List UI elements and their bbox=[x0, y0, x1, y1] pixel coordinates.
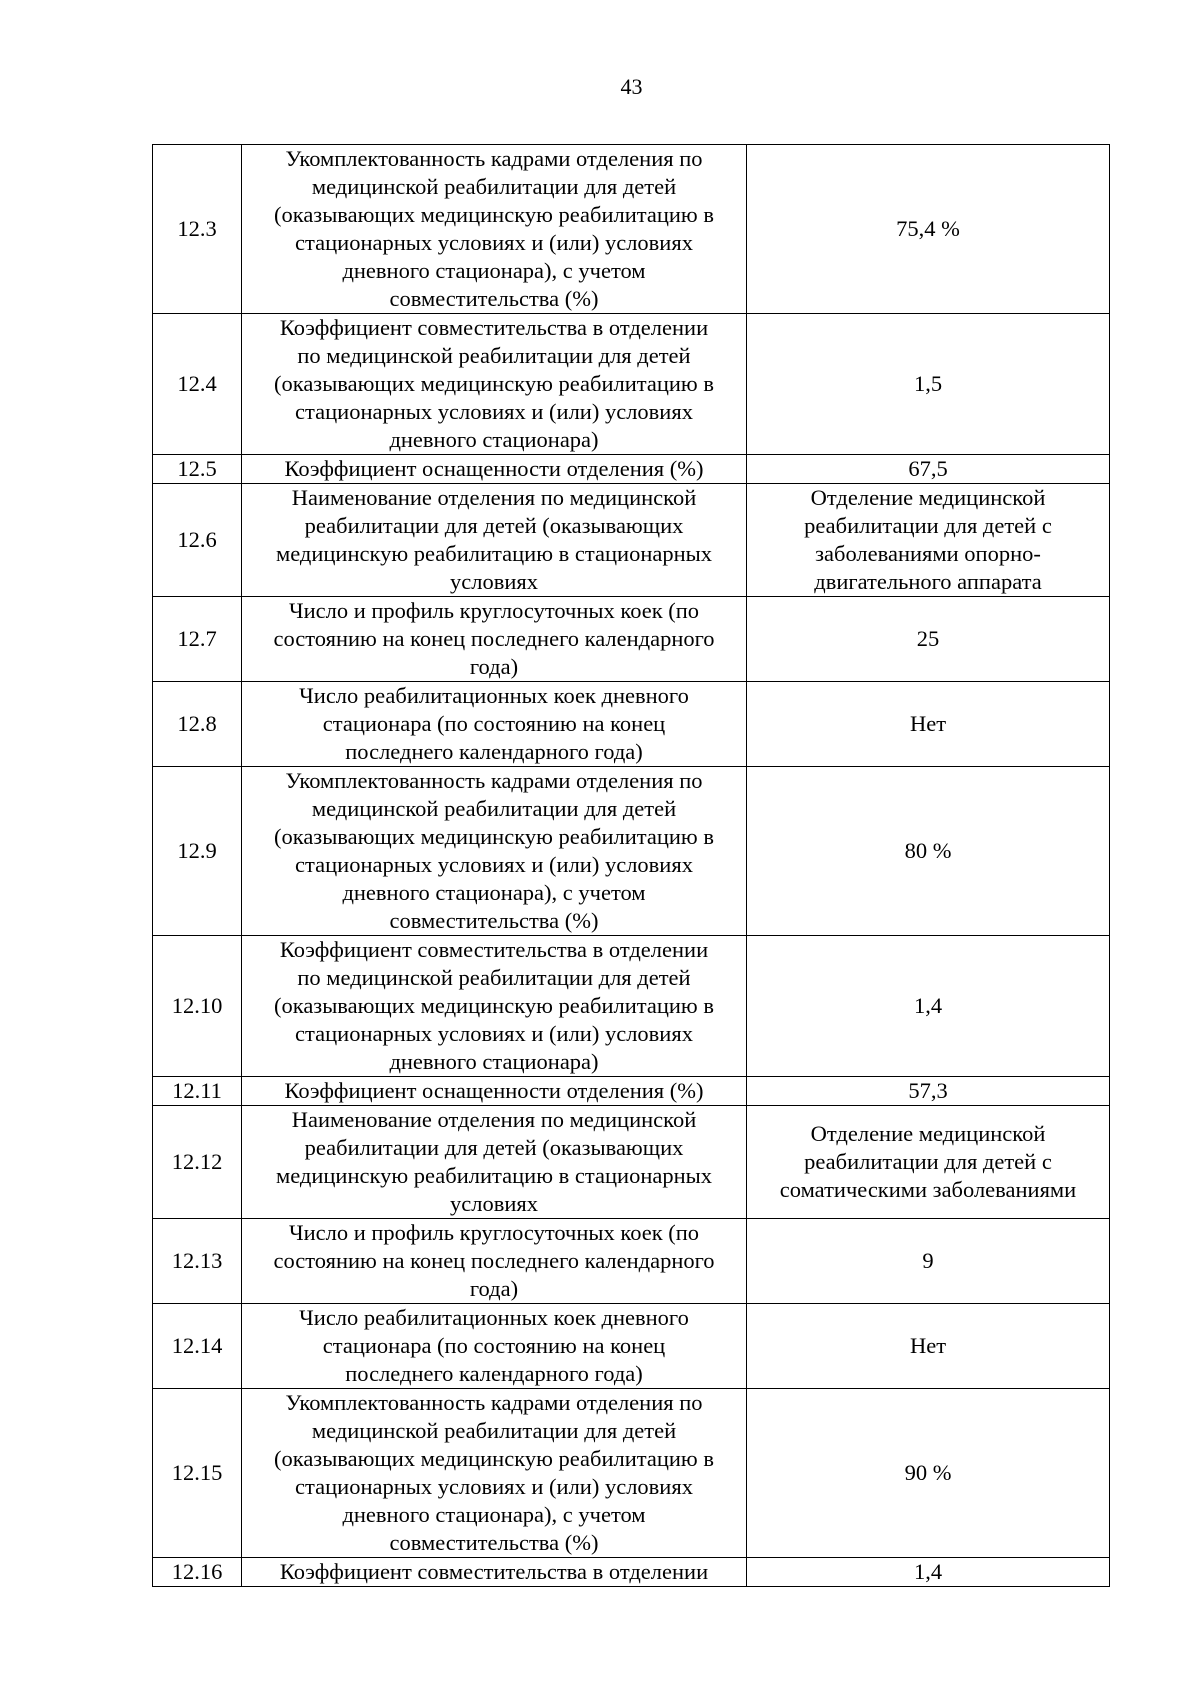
row-number: 12.5 bbox=[153, 455, 242, 484]
indicator-description: Укомплектованность кадрами отделения по медицинской реабилитации для детей (оказывающих медицинскую реабилитацию в стационарных условиях и (или) условиях дневного стационара), с учетом совместительства (%) bbox=[242, 767, 747, 936]
indicator-value: 9 bbox=[747, 1219, 1110, 1304]
table-row bbox=[153, 597, 1110, 682]
indicators-table bbox=[152, 144, 1110, 1587]
table-row bbox=[153, 1389, 1110, 1558]
indicator-value: 1,4 bbox=[747, 936, 1110, 1077]
row-number: 12.15 bbox=[153, 1389, 242, 1558]
indicator-description: Коэффициент совместительства в отделении по медицинской реабилитации для детей (оказывающих медицинскую реабилитацию в стационарных условиях и (или) условиях дневного стационара) bbox=[242, 936, 747, 1077]
table-row bbox=[153, 936, 1110, 1077]
indicator-description: Коэффициент совместительства в отделении bbox=[242, 1558, 747, 1587]
indicator-value: 90 % bbox=[747, 1389, 1110, 1558]
table-row bbox=[153, 1077, 1110, 1106]
indicator-value: Нет bbox=[747, 1304, 1110, 1389]
indicator-value: Нет bbox=[747, 682, 1110, 767]
row-number: 12.10 bbox=[153, 936, 242, 1077]
table-row bbox=[153, 455, 1110, 484]
indicator-value: 67,5 bbox=[747, 455, 1110, 484]
indicator-description: Коэффициент совместительства в отделении по медицинской реабилитации для детей (оказывающих медицинскую реабилитацию в стационарных условиях и (или) условиях дневного стационара) bbox=[242, 314, 747, 455]
indicator-value: 57,3 bbox=[747, 1077, 1110, 1106]
row-number: 12.7 bbox=[153, 597, 242, 682]
table-row bbox=[153, 1304, 1110, 1389]
indicator-description: Коэффициент оснащенности отделения (%) bbox=[242, 1077, 747, 1106]
table-row bbox=[153, 1558, 1110, 1587]
indicator-value: Отделение медицинской реабилитации для детей с заболеваниями опорно- двигательного аппарата bbox=[747, 484, 1110, 597]
indicator-description: Число реабилитационных коек дневного стационара (по состоянию на конец последнего календарного года) bbox=[242, 682, 747, 767]
indicator-description: Укомплектованность кадрами отделения по медицинской реабилитации для детей (оказывающих медицинскую реабилитацию в стационарных условиях и (или) условиях дневного стационара), с учетом совместительства (%) bbox=[242, 145, 747, 314]
indicator-value: 1,5 bbox=[747, 314, 1110, 455]
row-number: 12.16 bbox=[153, 1558, 242, 1587]
indicator-description: Коэффициент оснащенности отделения (%) bbox=[242, 455, 747, 484]
table-row bbox=[153, 1219, 1110, 1304]
indicator-value: Отделение медицинской реабилитации для детей с соматическими заболеваниями bbox=[747, 1106, 1110, 1219]
table-row bbox=[153, 682, 1110, 767]
indicator-value: 75,4 % bbox=[747, 145, 1110, 314]
indicator-value: 25 bbox=[747, 597, 1110, 682]
row-number: 12.4 bbox=[153, 314, 242, 455]
indicator-description: Наименование отделения по медицинской реабилитации для детей (оказывающих медицинскую реабилитацию в стационарных условиях bbox=[242, 484, 747, 597]
row-number: 12.12 bbox=[153, 1106, 242, 1219]
indicator-description: Число реабилитационных коек дневного стационара (по состоянию на конец последнего календарного года) bbox=[242, 1304, 747, 1389]
row-number: 12.13 bbox=[153, 1219, 242, 1304]
page-number: 43 bbox=[620, 74, 643, 99]
row-number: 12.9 bbox=[153, 767, 242, 936]
indicator-description: Число и профиль круглосуточных коек (по состоянию на конец последнего календарного года) bbox=[242, 597, 747, 682]
row-number: 12.6 bbox=[153, 484, 242, 597]
row-number: 12.11 bbox=[153, 1077, 242, 1106]
table-row bbox=[153, 145, 1110, 314]
table-row bbox=[153, 314, 1110, 455]
indicator-description: Число и профиль круглосуточных коек (по состоянию на конец последнего календарного года) bbox=[242, 1219, 747, 1304]
table-row bbox=[153, 484, 1110, 597]
row-number: 12.3 bbox=[153, 145, 242, 314]
indicator-value: 1,4 bbox=[747, 1558, 1110, 1587]
indicator-value: 80 % bbox=[747, 767, 1110, 936]
indicator-description: Укомплектованность кадрами отделения по медицинской реабилитации для детей (оказывающих медицинскую реабилитацию в стационарных условиях и (или) условиях дневного стационара), с учетом совместительства (%) bbox=[242, 1389, 747, 1558]
row-number: 12.8 bbox=[153, 682, 242, 767]
table-row bbox=[153, 1106, 1110, 1219]
indicator-description: Наименование отделения по медицинской реабилитации для детей (оказывающих медицинскую реабилитацию в стационарных условиях bbox=[242, 1106, 747, 1219]
table-row bbox=[153, 767, 1110, 936]
row-number: 12.14 bbox=[153, 1304, 242, 1389]
